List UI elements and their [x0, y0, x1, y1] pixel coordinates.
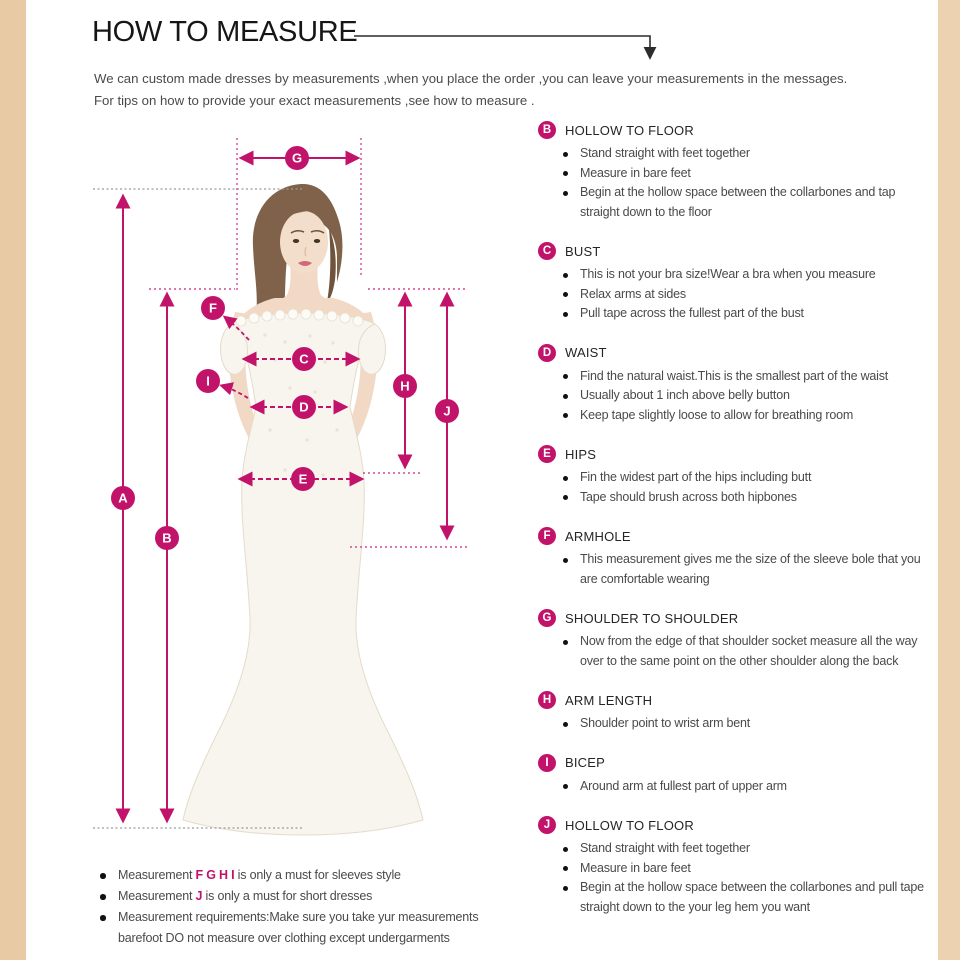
section-shoulder-to-shoulder	[538, 608, 938, 671]
letter-badge: J	[538, 816, 556, 834]
badge-F	[201, 296, 225, 320]
instruction: Stand straight with feet together	[538, 839, 932, 859]
svg-text:G: G	[291, 150, 303, 166]
section-bicep	[538, 753, 938, 797]
section-armhole	[538, 526, 938, 589]
badge-E	[291, 467, 315, 491]
svg-text:B: B	[162, 530, 172, 546]
left-border-strip	[0, 0, 26, 960]
letter-badge: D	[538, 344, 556, 362]
badge-H	[393, 374, 417, 398]
badge-A	[111, 486, 135, 510]
svg-text:A: A	[118, 490, 128, 506]
badge-I	[196, 369, 220, 393]
letter-badge: I	[538, 754, 556, 772]
svg-text:F: F	[209, 300, 217, 316]
svg-text:J: J	[443, 403, 451, 419]
instruction: Pull tape across the fullest part of the bust	[538, 304, 932, 324]
section-title: ARMHOLE	[565, 528, 631, 544]
measure-sections-list	[538, 120, 938, 936]
instruction: Around arm at fullest part of upper arm	[538, 777, 932, 797]
highlight-letters: J	[195, 889, 203, 903]
letter-badge: C	[538, 242, 556, 260]
section-title: ARM LENGTH	[565, 692, 653, 708]
instruction: Keep tape slightly loose to allow for breathing room	[538, 406, 932, 426]
section-title: HOLLOW TO FLOOR	[565, 122, 694, 138]
section-title: BICEP	[565, 755, 606, 770]
instruction: Begin at the hollow space between the collarbones and tap straight down to the floor	[538, 183, 932, 222]
instruction: Find the natural waist.This is the smallest part of the waist	[538, 367, 932, 387]
instruction: This is not your bra size!Wear a bra when you measure	[538, 265, 932, 285]
section-hollow-to-floor-j	[538, 815, 938, 917]
instruction: Stand straight with feet together	[538, 144, 932, 164]
instruction: Relax arms at sides	[538, 285, 932, 305]
intro-line-2: For tips on how to provide your exact measurements ,see how to measure .	[94, 93, 535, 108]
instruction: Measure in bare feet	[538, 164, 932, 184]
badge-B	[155, 526, 179, 550]
instruction: Fin the widest part of the hips including butt	[538, 468, 932, 488]
model-dress	[183, 313, 423, 835]
letter-badge: H	[538, 691, 556, 709]
note: Measurement F G H I is only a must for sleeves style	[100, 865, 518, 886]
letter-badge: E	[538, 445, 556, 463]
instruction: Tape should brush across both hipbones	[538, 488, 932, 508]
model-figure	[183, 184, 423, 835]
badge-G	[285, 146, 309, 170]
section-hollow-to-floor-b	[538, 120, 938, 222]
title-pointer-arrow-icon	[348, 24, 668, 68]
instruction: Shoulder point to wrist arm bent	[538, 714, 932, 734]
section-title: BUST	[565, 243, 601, 259]
badge-J	[435, 399, 459, 423]
right-border-strip	[938, 0, 960, 960]
instruction: Begin at the hollow space between the collarbones and pull tape straight down to the your leg hem you want	[538, 878, 932, 917]
section-waist	[538, 343, 938, 426]
section-title: HIPS	[565, 446, 597, 462]
measurement-notes	[100, 865, 520, 949]
svg-text:C: C	[299, 351, 309, 367]
section-title: WAIST	[565, 345, 607, 360]
intro-line-1: We can custom made dresses by measurements ,when you place the order ,you can leave your measurements in the messages.	[94, 71, 848, 86]
instruction: Usually about 1 inch above belly button	[538, 386, 932, 406]
section-bust	[538, 241, 938, 324]
instruction: Measure in bare feet	[538, 859, 932, 879]
measurement-diagram	[85, 130, 485, 850]
section-title: HOLLOW TO FLOOR	[565, 817, 694, 833]
note: Measurement J is only a must for short dresses	[100, 886, 518, 907]
instruction: This measurement gives me the size of the sleeve bole that you are comfortable wearing	[538, 550, 932, 589]
badge-C	[292, 347, 316, 371]
highlight-letters: F G H I	[195, 868, 235, 882]
letter-badge: F	[538, 527, 556, 545]
page-title: HOW TO MEASURE	[92, 16, 358, 48]
letter-badge: B	[538, 121, 556, 139]
section-arm-length	[538, 690, 938, 734]
letter-badge: G	[538, 609, 556, 627]
svg-text:I: I	[206, 373, 210, 389]
section-hips	[538, 444, 938, 507]
badge-D	[292, 395, 316, 419]
instruction: Now from the edge of that shoulder socket measure all the way over to the same point on the other shoulder along the back	[538, 632, 932, 671]
svg-text:H: H	[400, 378, 410, 394]
svg-text:E: E	[298, 471, 308, 487]
note: Measurement requirements:Make sure you take yur measurements barefoot DO not measure over clothing except undergarments	[100, 907, 518, 949]
section-title: SHOULDER TO SHOULDER	[565, 610, 739, 626]
svg-text:D: D	[299, 399, 309, 415]
